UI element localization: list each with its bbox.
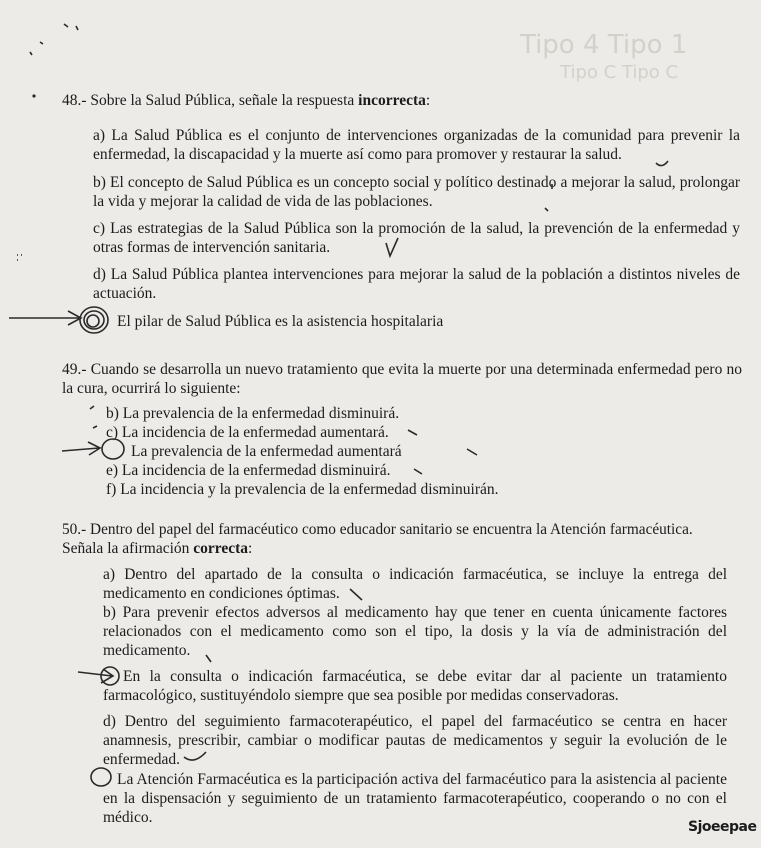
check-mark xyxy=(386,238,398,256)
question-48-option-b: b) El concepto de Salud Pública es un concepto social y político destinado a mejorar la salud, prolongar la vida y mejorar la calidad de vida de las poblaciones. xyxy=(93,174,740,210)
question-50-prefix: Señala la afirmación xyxy=(62,540,194,557)
question-50-option-a: a) Dentro del apartado de la consulta o indicación farmacéutica, se incluye la entrega del medicamento en condiciones óptimas. xyxy=(103,566,727,602)
circled-answer-mark xyxy=(80,307,108,333)
question-50-option-e: La Atención Farmacéutica es la participación activa del farmacéutico para la asistencia al paciente en la dispensación y seguimiento de un tratamiento farmacoterapéutico, cooperando o no con el médico. xyxy=(103,771,727,826)
signature-stamp: Sjoeepae xyxy=(688,819,757,835)
question-49-option-c: c) La incidencia de la enfermedad aumentará. xyxy=(106,424,389,441)
circled-answer-mark xyxy=(91,768,111,786)
tick-mark xyxy=(545,184,552,211)
question-48-option-a: a) La Salud Pública es el conjunto de intervenciones organizadas de la comunidad para prevenir la enfermedad, la discapacidad y la muerte así como para promover y restaurar la salud. xyxy=(93,127,740,163)
question-48-option-c: c) Las estrategias de la Salud Pública son la promoción de la salud, la prevención de la enfermedad y otras formas de intervención sanitaria. xyxy=(93,220,740,256)
question-50-option-c: En la consulta o indicación farmacéutica, se debe evitar dar al paciente un tratamiento farmacológico, sustituyéndolo siempre que sea posible por medidas conservadoras. xyxy=(103,668,727,704)
bleed-through-text-side: Tipo C Tipo C xyxy=(560,62,679,83)
question-50-stem-line1: 50.- Dentro del papel del farmacéutico como educador sanitario se encuentra la Atención farmacéutica. xyxy=(62,521,693,538)
tick-mark xyxy=(90,406,97,428)
check-mark xyxy=(184,752,206,760)
check-mark xyxy=(656,161,668,166)
question-48-emphasis: incorrecta xyxy=(358,92,426,109)
question-50-option-d: d) Dentro del seguimiento farmacoterapéutico, el papel del farmacéutico se centra en hacer anamnesis, prescribir, cambiar o modificar pautas de medicamentos y seguir la evolución de le enfermedad. xyxy=(103,713,727,768)
question-50-emphasis: correcta xyxy=(193,540,249,557)
question-49-option-e: e) La incidencia de la enfermedad disminuirá. xyxy=(106,462,391,479)
dash-mark xyxy=(206,655,211,662)
question-48-option-d: d) La Salud Pública plantea intervenciones para mejorar la salud de la población a distintos niveles de actuación. xyxy=(93,266,740,302)
question-49-option-f: f) La incidencia y la prevalencia de la enfermedad disminuirán. xyxy=(106,481,499,498)
stray-pen-mark xyxy=(30,24,78,55)
dash-mark xyxy=(408,430,477,474)
dash-mark xyxy=(350,589,362,600)
question-48-option-e: El pilar de Salud Pública es la asistencia hospitalaria xyxy=(117,313,444,330)
question-48-prefix: 48.- Sobre la Salud Pública, señale la respuesta xyxy=(62,92,359,109)
arrow-icon xyxy=(9,311,81,325)
question-50-option-b: b) Para prevenir efectos adversos al medicamento hay que tener en cuenta únicamente factores relacionados con el medicamento como son el tipo, la dosis y la vía de administración del medicamento. xyxy=(103,604,727,659)
circled-answer-mark xyxy=(102,439,124,459)
question-49-stem: 49.- Cuando se desarrolla un nuevo tratamiento que evita la muerte por una determinada enfermedad pero no la cura, ocurrirá lo siguiente: xyxy=(62,361,742,397)
question-48-suffix: : xyxy=(425,92,431,109)
arrow-icon xyxy=(78,669,113,683)
bullet-dot xyxy=(32,94,35,97)
question-49-option-b: b) La prevalencia de la enfermedad disminuirá. xyxy=(106,405,400,422)
arrow-icon xyxy=(62,442,100,455)
bleed-through-text: Tipo 4 Tipo 1 xyxy=(520,30,688,60)
stray-pen-mark xyxy=(17,255,22,260)
question-49-option-d: La prevalencia de la enfermedad aumentará xyxy=(131,443,402,460)
question-50-suffix: : xyxy=(248,540,253,557)
